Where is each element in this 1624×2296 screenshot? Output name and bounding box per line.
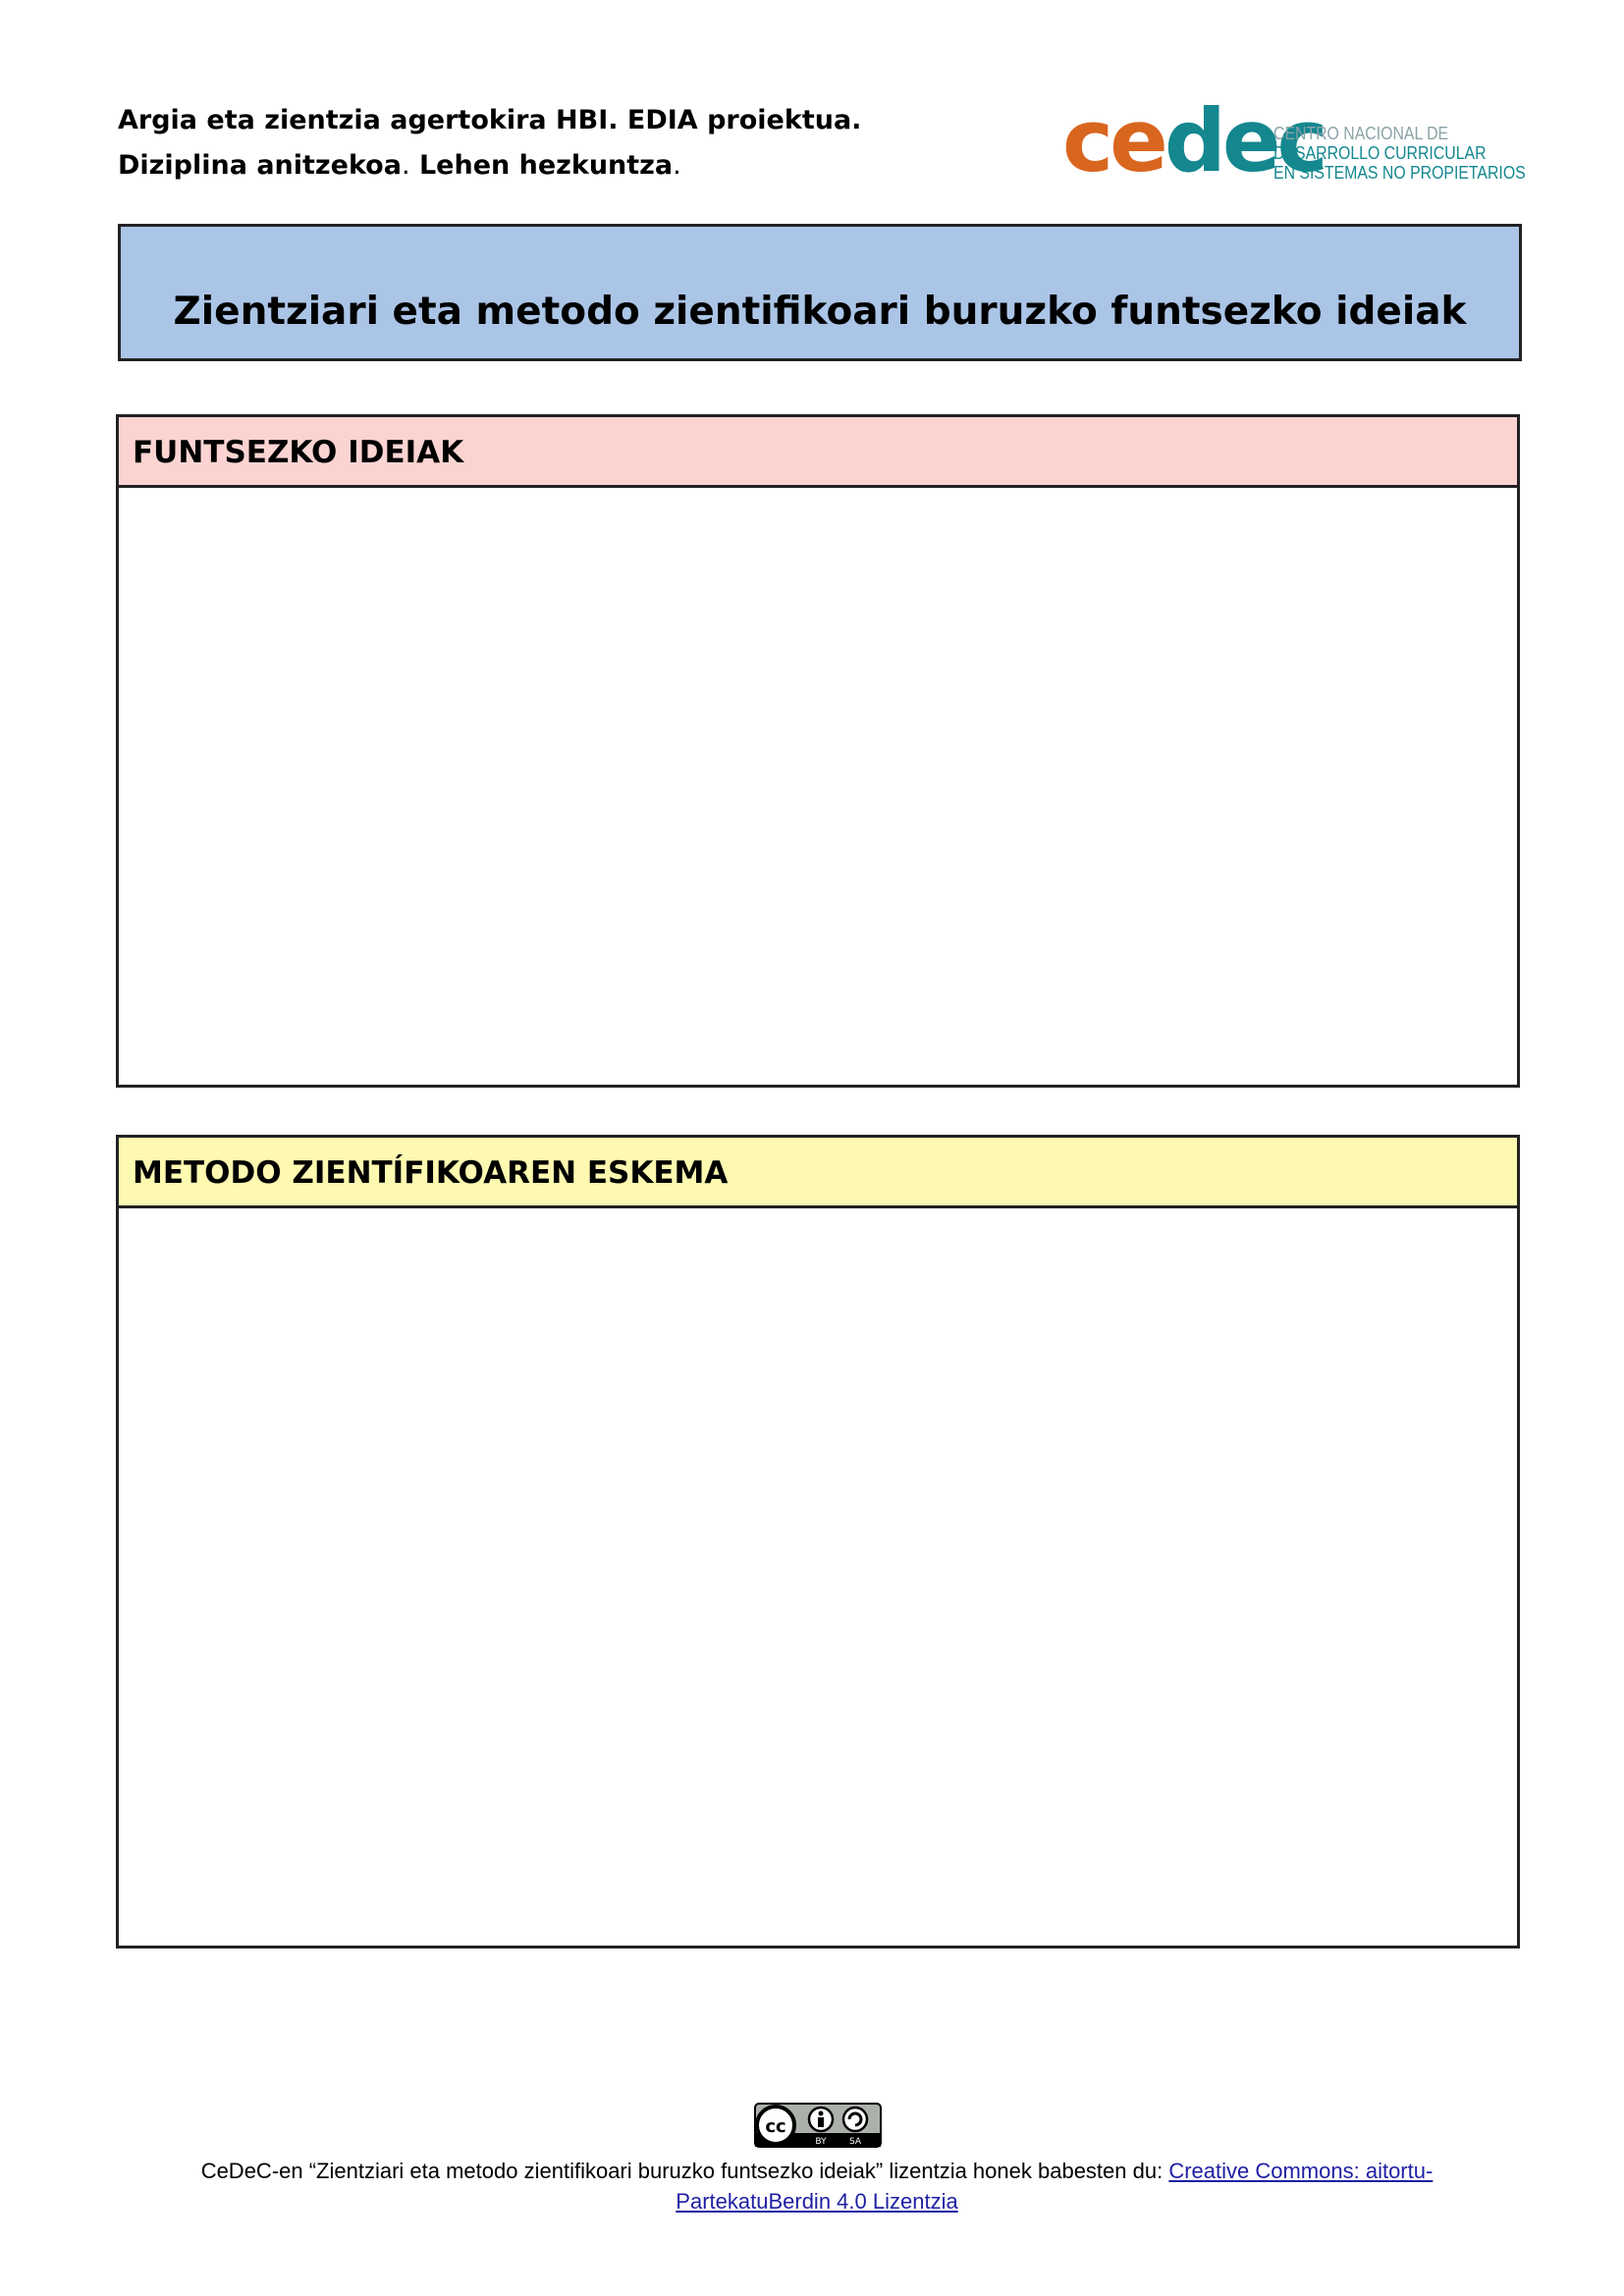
header-subject: Diziplina anitzekoa	[118, 150, 402, 181]
header-subject-line	[118, 143, 1001, 188]
section-scientific-method-heading: METODO ZIENTÍFIKOAREN ESKEMA	[119, 1138, 1517, 1208]
logo-word-dec: dec	[1164, 90, 1325, 191]
cedec-logo-subtitle	[1273, 124, 1526, 183]
document-header	[118, 98, 1001, 188]
cc-badge-by-label: BY	[815, 2137, 827, 2147]
cc-badge-sa-label: SA	[848, 2137, 862, 2147]
title-banner	[118, 224, 1522, 361]
section-key-ideas	[116, 414, 1520, 1088]
header-project-line: Argia eta zientzia agertokira HBI. EDIA proiektua.	[118, 105, 862, 135]
header-level: Lehen hezkuntza	[418, 150, 674, 181]
logo-sub-line2: DESARROLLO CURRICULAR	[1273, 143, 1487, 163]
license-link[interactable]: Creative Commons: aitortu-PartekatuBerdin 4.0 Lizentzia	[676, 2159, 1434, 2214]
license-footer	[147, 2156, 1487, 2216]
license-text: CeDeC-en “Zientziari eta metodo zientifikoari buruzko funtsezko ideiak” lizentzia honek babesten du:	[200, 2159, 1169, 2183]
page-title: Zientziari eta metodo zientifikoari buruzko funtsezko ideiak	[173, 290, 1467, 334]
cc-by-sa-license-icon	[754, 2103, 882, 2148]
logo-sub-line1: CENTRO NACIONAL DE	[1273, 124, 1449, 143]
header-terminator: .	[673, 150, 681, 181]
cedec-logo	[1062, 90, 1526, 191]
svg-text:cc: cc	[765, 2116, 786, 2137]
logo-word-ce: ce	[1062, 90, 1164, 191]
section-key-ideas-heading: FUNTSEZKO IDEIAK	[119, 417, 1517, 488]
header-separator: .	[401, 150, 410, 181]
logo-sub-line3: EN SISTEMAS NO PROPIETARIOS	[1273, 163, 1526, 183]
section-scientific-method-scheme	[116, 1135, 1520, 1949]
